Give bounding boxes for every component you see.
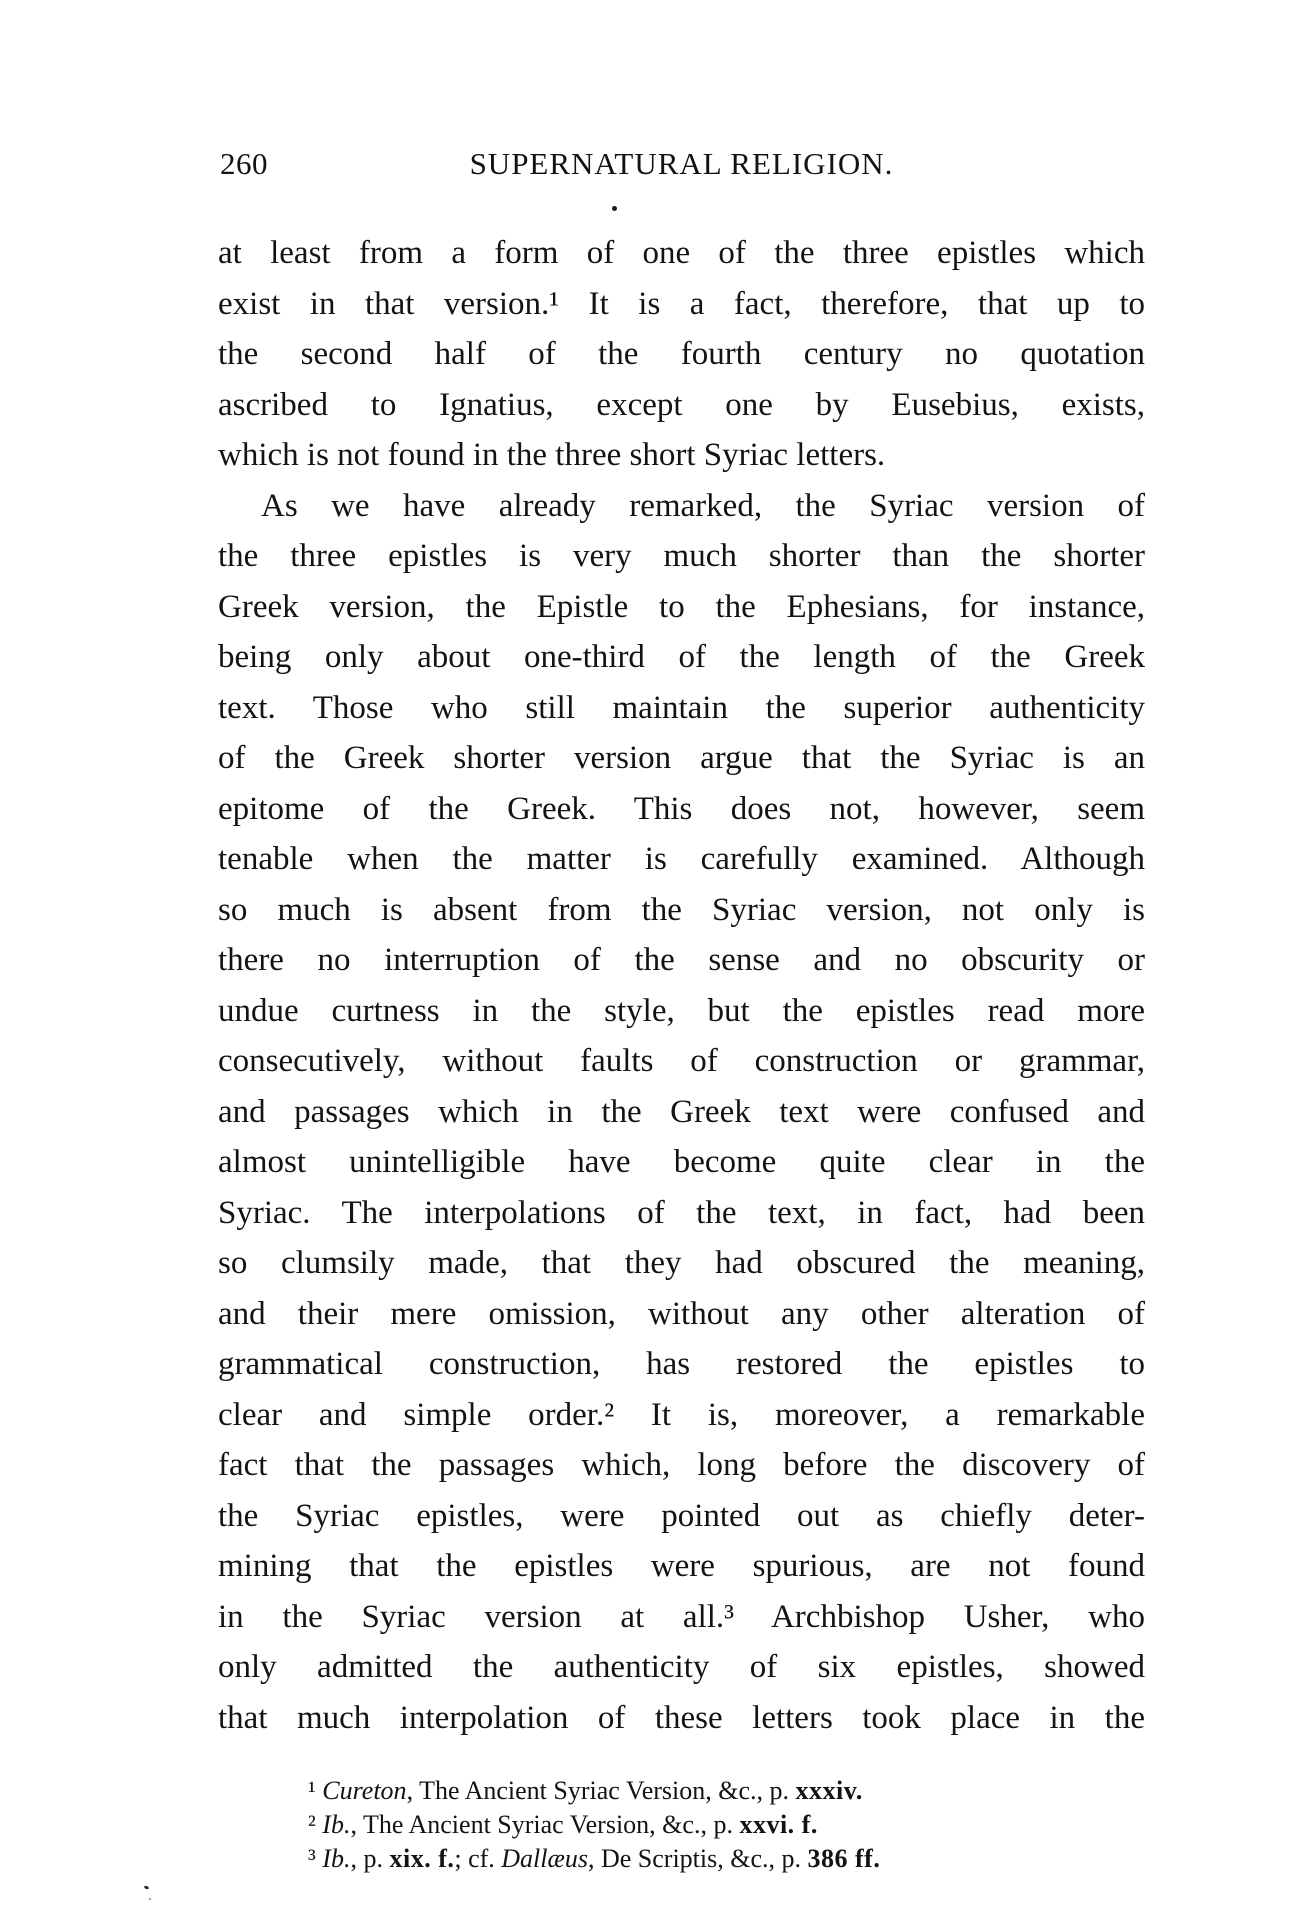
footnote-line [308,1774,880,1808]
text-line: being only about one-third of the length of the Greek [218,639,1145,675]
page-text [218,228,1145,1743]
footnote-segment: Ib. [322,1810,351,1839]
footnote-segment: ³ [308,1844,323,1873]
page-number: 260 [220,146,268,181]
footnote-segment: Ib. [322,1844,351,1873]
text-line: undue curtness in the style, but the epistles read more [218,992,1145,1029]
text-line: mining that the epistles were spurious, are not found [218,1548,1145,1584]
footnote-segment: , p. [350,1844,390,1873]
text-line: consecutively, without faults of construction or grammar, [218,1043,1145,1079]
footnotes [308,1774,880,1876]
text-line: fact that the passages which, long before the discovery of [218,1447,1145,1483]
text-line: the second half of the fourth century no quotation [218,336,1145,372]
text-line: Greek version, the Epistle to the Ephesians, for instance, [218,588,1145,625]
scan-speck-icon [144,1885,150,1890]
text-line: As we have already remarked, the Syriac version of [261,487,1145,524]
text-line: and their mere omission, without any other alteration of [218,1295,1145,1332]
text-line: there no interruption of the sense and no obscurity or [218,942,1145,978]
footnote-segment: ; cf. [454,1844,502,1873]
text-line: only admitted the authenticity of six epistles, showed [218,1649,1145,1685]
text-line: the Syriac epistles, were pointed out as chiefly deter- [218,1497,1145,1534]
footnote-segment: ² [308,1810,323,1839]
footnote-segment: xix. f. [389,1844,455,1873]
text-line: ascribed to Ignatius, except one by Eusebius, exists, [218,386,1145,423]
text-line: exist in that version.¹ It is a fact, therefore, that up to [218,285,1145,322]
text-line: the three epistles is very much shorter than the shorter [218,538,1145,574]
footnote-segment: , De Scriptis, &c., p. [587,1844,808,1873]
text-line: grammatical construction, has restored the epistles to [218,1346,1145,1382]
text-line: and passages which in the Greek text were confused and [218,1093,1145,1130]
text-line: in the Syriac version at all.³ Archbishop Usher, who [218,1598,1145,1635]
text-line: tenable when the matter is carefully examined. Although [218,841,1145,877]
footnote-segment: Dallæus [501,1844,588,1873]
text-line: which is not found in the three short Syriac letters. [218,437,886,473]
footnote-segment: , The Ancient Syriac Version, &c., p. [350,1810,740,1839]
footnote-segment: , The Ancient Syriac Version, &c., p. [406,1776,796,1805]
footnote-segment: xxvi. f. [739,1810,818,1839]
footnote-segment: Cureton [322,1776,407,1805]
text-line: Syriac. The interpolations of the text, in fact, had been [218,1194,1145,1231]
text-line: so much is absent from the Syriac version, not only is [218,891,1145,928]
running-title: SUPERNATURAL RELIGION. [469,146,894,181]
footnote-segment: xxxiv. [795,1776,863,1805]
text-line: so clumsily made, that they had obscured the meaning, [218,1245,1145,1281]
footnote-line [308,1808,880,1842]
text-line: that much interpolation of these letters took place in the [218,1699,1145,1736]
footnote-segment: ¹ [308,1776,323,1805]
text-line: clear and simple order.² It is, moreover, a remarkable [218,1396,1145,1433]
text-line: of the Greek shorter version argue that the Syriac is an [218,740,1145,776]
text-line: text. Those who still maintain the superior authenticity [218,689,1145,726]
scan-speck-icon [612,206,617,211]
footnote-segment: 386 ff. [807,1844,881,1873]
page-header [218,146,1145,182]
text-line: epitome of the Greek. This does not, however, seem [218,790,1145,827]
text-line: at least from a form of one of the three epistles which [218,235,1145,271]
text-line: almost unintelligible have become quite clear in the [218,1144,1145,1180]
footnote-line [308,1842,880,1876]
